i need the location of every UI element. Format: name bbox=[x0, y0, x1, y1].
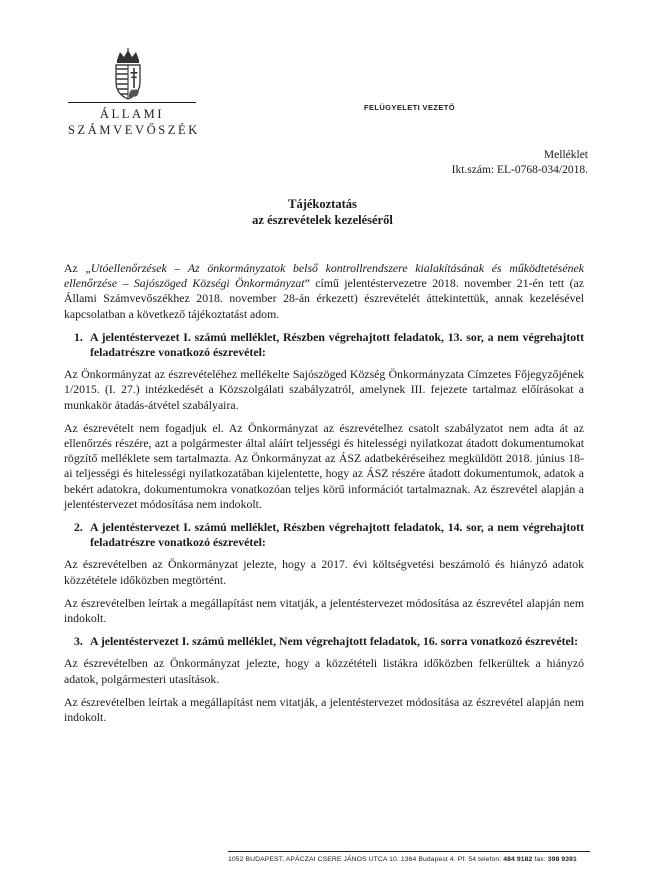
footer-contact bbox=[228, 856, 590, 863]
footer-phone: 484 9182 bbox=[503, 856, 533, 863]
document-title bbox=[0, 196, 645, 228]
annex-label: Melléklet bbox=[543, 149, 588, 161]
section-2-title: A jelentéstervezet I. számú melléklet, Részben végrehajtott feladatok, 14. sor, a nem végrehajtott feladatrészre vonatkozó észrevétel: bbox=[90, 520, 584, 550]
coat-of-arms-icon bbox=[108, 48, 148, 100]
intro-prefix: Az „ bbox=[64, 261, 91, 275]
section-3-paragraph-1: Az észrevételben az Önkormányzat jelezte, hogy a közzétételi listákra időközben felkerültek a hiányzó adatok, polgármesteri utasítások. bbox=[64, 656, 584, 686]
intro-suffix: ” című jelentéstervezetre 2018. november 21-én tett (az Állami Számvevőszékhez 2018. november 28-án érkezett) észrevételét áttekintettük, annak kezelésével kapcsolatban a következő tájékoztatást adom. bbox=[64, 276, 584, 321]
title-line2: az észrevételek kezeléséről bbox=[252, 213, 393, 227]
section-3-title: A jelentéstervezet I. számú melléklet, Nem végrehajtott feladatok, 16. sorra vonatkozó észrevétel: bbox=[90, 634, 578, 649]
intro-report-title: Utóellenőrzések – Az önkormányzatok belső kontrollrendszere kialakításának és működtetésének ellenőrzése – Sajószöged Községi Önkormányzat bbox=[64, 261, 584, 291]
section-2-paragraph-2: Az észrevételben leírtak a megállapítást nem vitatják, a jelentéstervezet módosítása az észrevétel alapján nem indokolt. bbox=[64, 595, 584, 626]
footer-rule bbox=[228, 851, 590, 852]
section-1-title: A jelentéstervezet I. számú melléklet, Részben végrehajtott feladatok, 13. sor, a nem végrehajtott feladatrészre vonatkozó észrevétel: bbox=[90, 329, 584, 360]
footer-fax-label: fax: bbox=[534, 856, 546, 863]
section-1-number: 1. bbox=[74, 329, 83, 344]
footer-address: 1052 BUDAPEST, APÁCZAI CSERE JÁNOS UTCA 10. 1364 Budapest 4. Pf. 54 telefon: bbox=[228, 856, 502, 863]
document-body bbox=[64, 261, 584, 725]
section-3-paragraph-2: Az észrevételben leírtak a megállapítást nem vitatják, a jelentéstervezet módosítása az észrevétel alapján nem indokolt. bbox=[64, 694, 584, 725]
annex-block bbox=[452, 148, 588, 178]
section-2-heading bbox=[64, 520, 584, 550]
title-line1: Tájékoztatás bbox=[288, 197, 357, 211]
section-3-heading bbox=[64, 634, 584, 649]
footer-fax: 398 9391 bbox=[547, 856, 577, 863]
section-2-paragraph-1: Az észrevételben az Önkormányzat jelezte, hogy a 2017. évi költségvetési beszámoló és hiányzó adatok közzététele időközben megtörtént. bbox=[64, 557, 584, 587]
org-name-line2: SZÁMVEVŐSZÉK bbox=[68, 123, 200, 137]
department-label: FELÜGYELETI VEZETŐ bbox=[364, 103, 455, 112]
reference-number: Ikt.szám: EL-0768-034/2018. bbox=[451, 164, 588, 176]
section-3-number: 3. bbox=[74, 634, 83, 649]
section-2-number: 2. bbox=[74, 520, 83, 535]
section-1-heading bbox=[64, 330, 584, 360]
section-1-paragraph-1: Az Önkormányzat az észrevételéhez mellékelte Sajószöged Község Önkormányzata Címzetes Főjegyzőjének 1/2015. (I. 27.) intézkedését a Közszolgálati szabályzatról, amelynek III. fejezete tartalmaz előírásokat a munkakör átadás-átvétel szabályaira. bbox=[64, 367, 584, 412]
org-name-line1: ÁLLAMI bbox=[99, 107, 165, 121]
intro-paragraph bbox=[64, 261, 584, 322]
section-1-paragraph-2: Az észrevételt nem fogadjuk el. Az Önkormányzat az észrevételhez csatolt szabályzatot nem adta át az ellenőrzés részére, azt a polgármester által aláírt teljességi és hitelességi nyilatkozat átadott dokumentumokat rögzítő melléklete sem tartalmazta. Az Önkormányzat az ÁSZ adatbekéréseihez megküldött 2018. június 18-ai teljességi és hitelességi nyilatkozatában kijelentette, hogy az ÁSZ részére átadott dokumentumok, adatok a bekért adatokra, dokumentumokra vonatkozóan teljes körű információt tartalmaznak. Az észrevétel alapján a jelentéstervezet módosítása nem indokolt. bbox=[64, 420, 584, 511]
organization-name bbox=[68, 106, 200, 138]
header-rule bbox=[68, 102, 196, 103]
